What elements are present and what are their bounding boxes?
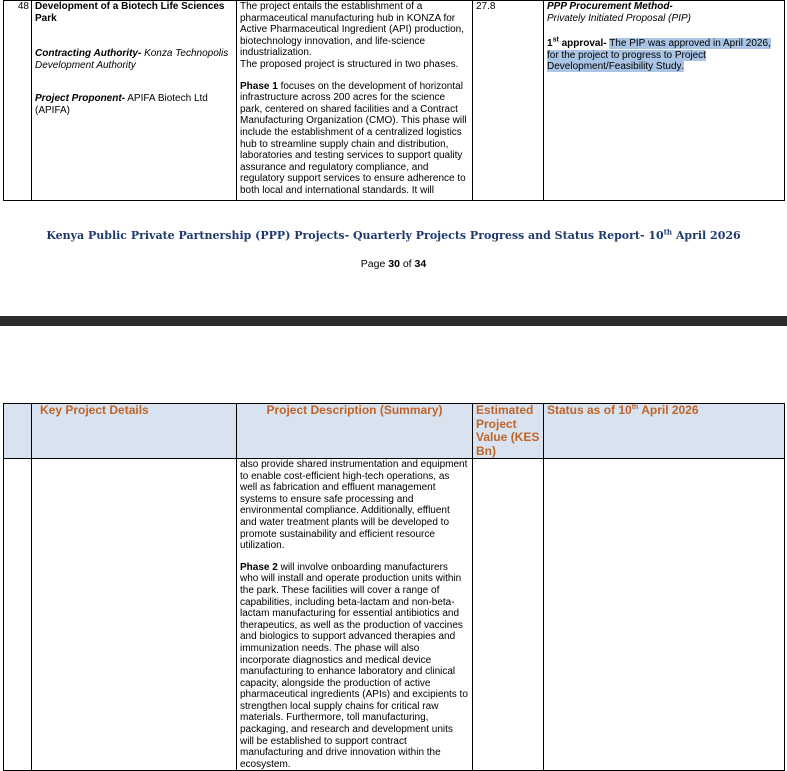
value-cell [473,459,544,771]
approval-sup: st [552,36,559,44]
footer-title-text: Kenya Public Private Partnership (PPP) Projects- Quarterly Projects Progress and Status Report- 10 [46,229,664,242]
table-row [4,1,785,201]
header-status-pre: Status as of 10 [547,403,632,417]
projects-table-bottom [3,403,785,771]
footer-title-sup: th [663,227,673,237]
page-pre: Page [360,258,389,270]
method-value: Privately Initiated Proposal (PIP) [547,12,691,24]
page-total: 34 [414,258,427,270]
header-description-text: Project Description (Summary) [266,403,443,417]
footer-title-post: April 2026 [672,229,741,242]
header-status-post: April 2026 [638,403,699,417]
projects-table-top [3,0,785,201]
value-cell [473,1,544,201]
page-divider [0,316,787,326]
header-status-sup: th [631,404,639,411]
page-mid: of [399,258,415,270]
phase2-label: Phase 2 [240,561,278,573]
proponent-value: APIFA Biotech Ltd (APIFA) [35,93,208,116]
key-details-cell [32,1,237,201]
row-number [4,459,32,771]
table-header-row [4,404,785,459]
header-key-details-text: Key Project Details [40,403,149,417]
page-current: 30 [388,258,400,270]
status-cell [544,459,785,771]
authority-label: Contracting Authority- [35,48,142,60]
desc-intro: The project entails the establishment of a pharmaceutical manufacturing hub in KONZA for Active Pharmaceutical Ingredient (API) production, biotechnology innovation, and life-science industrialization. [240,1,464,59]
phase1-text: focuses on the development of horizontal infrastructure across 200 acres for the science park, centered on shared facilities and a Contract Manufacturing Organization (CMO). This phase will include the establishment of a centralized logistics hub to streamline supply chain and distribution, laboratories and testing services to support quality assurance and regulatory compliance, and regulatory support services to ensure adherence to both local and international standards. It will [240,80,467,196]
description-cell [237,1,473,201]
header-index [4,404,32,459]
header-status [544,404,785,459]
header-key-details [32,404,237,459]
proponent-label: Project Proponent- [35,93,126,105]
report-footer-title [0,229,787,242]
header-value [473,404,544,459]
desc-continuation: also provide shared instrumentation and equipment to enable cost-efficient high-tech operations, as well as fabrication and effluent management systems to ensure safe processing and environmental compliance. Additionally, effluent and water treatment plants will be developed to promote sustainability and efficient resource utilization. [240,459,468,552]
table-row [4,459,785,771]
project-title: Development of a Biotech Life Sciences Park [35,1,225,24]
row-number [4,1,32,201]
phase1-label: Phase 1 [240,80,278,92]
method-label: PPP Procurement Method- [547,1,673,12]
row-number-text: 48 [17,1,29,12]
status-cell [544,1,785,201]
page-number [0,258,787,270]
approval-text: The PIP was approved in April 2026, for the project to progress to Project Development/Feasibility Study. [547,38,771,73]
project-value: 27.8 [476,1,496,12]
authority-value: Konza Technopolis Development Authority [35,48,229,71]
description-cell [237,459,473,771]
phase2-text: will involve onboarding manufacturers who will install and operate production units within the park. These facilities will cover a range of capabilities, including beta-lactam and non-beta-lactam manufacturing for essential antibiotics and therapeutics, as well as the production of vaccines and biologics to support advanced therapies and immunization needs. The phase will also incorporate diagnostics and medical device manufacturing to enhance laboratory and clinical capacity, alongside the production of active pharmaceutical ingredients (APIs) and excipients to strengthen local supply chains for critical raw materials. Furthermore, toll manufacturing, packaging, and research and development units will be established to support contract manufacturing and drive innovation within the ecosystem. [240,561,468,770]
key-details-cell [32,459,237,771]
approval-ordinal: 1 [547,38,553,50]
header-value-text: Estimated Project Value (KES Bn) [476,403,540,458]
header-description [237,404,473,459]
approval-label: approval- [561,38,607,50]
desc-phases: The proposed project is structured in two phases. [240,58,459,70]
